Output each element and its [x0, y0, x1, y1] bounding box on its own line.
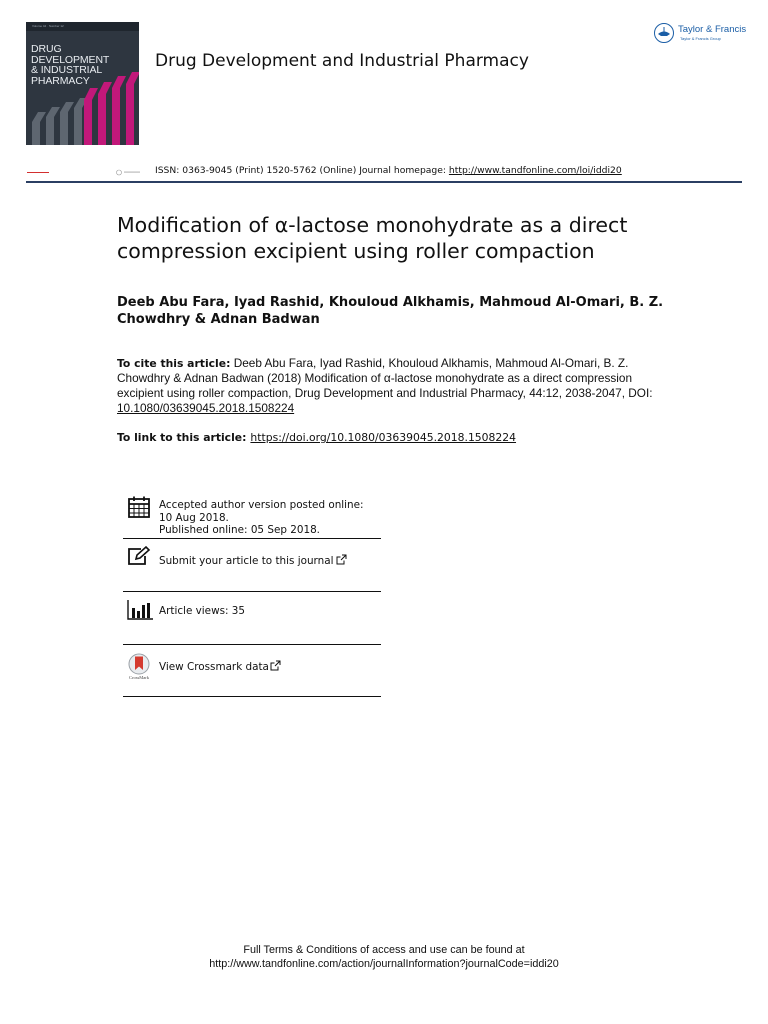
- citation-block: [117, 356, 662, 416]
- terms-footer: [0, 943, 768, 971]
- bar-chart-icon: [127, 599, 154, 621]
- accepted-date: Accepted author version posted online: 10 Aug 2018.: [159, 499, 364, 524]
- cover-title-line: & INDUSTRIAL: [31, 64, 103, 76]
- article-views: Article views: 35: [159, 605, 246, 617]
- header-divider: [26, 181, 742, 183]
- journal-cover-thumbnail: [26, 22, 139, 145]
- issn-line: [155, 165, 622, 176]
- published-date: Published online: 05 Sep 2018.: [159, 524, 320, 536]
- article-views-row: [123, 598, 381, 628]
- external-link-icon: [336, 554, 347, 565]
- info-divider: [123, 696, 381, 697]
- submit-article-label: Submit your article to this journal: [159, 555, 334, 567]
- publication-dates: [159, 499, 379, 537]
- cover-stripes-graphic: [26, 22, 139, 145]
- citation-text: Deeb Abu Fara, Iyad Rashid, Khouloud Alkhamis, Mahmoud Al-Omari, B. Z. Chowdhry & Adnan Badwan (2018) Modification of α-lactose monohydrate as a direct compression excipient using roller compaction, Drug Development and Industrial Pharmacy, 44:12, 2038-2047, DOI:: [117, 356, 653, 400]
- publication-dates-row: [123, 495, 381, 537]
- small-publisher-icon: [116, 169, 142, 176]
- crossmark-link[interactable]: [159, 660, 379, 674]
- issn-text: ISSN: 0363-9045 (Print) 1520-5762 (Online) Journal homepage:: [155, 165, 449, 176]
- publisher-name: Taylor & Francis: [678, 24, 747, 35]
- article-title: Modification of α-lactose monohydrate as a direct compression excipient using roller compaction: [117, 213, 628, 263]
- article-doi-link[interactable]: https://doi.org/10.1080/03639045.2018.1508224: [250, 431, 517, 444]
- taylor-francis-logo-icon: [654, 23, 674, 43]
- crossmark-icon-caption: CrossMark: [129, 675, 149, 680]
- info-divider: [123, 591, 381, 592]
- article-link-label: To link to this article:: [117, 431, 247, 444]
- journal-title: Drug Development and Industrial Pharmacy: [155, 51, 529, 71]
- publisher-group: Taylor & Francis Group: [680, 36, 721, 41]
- calendar-icon: [127, 495, 151, 519]
- info-divider: [123, 644, 381, 645]
- crossmark-label: View Crossmark data: [159, 661, 269, 673]
- cover-top-text: Volume 44 · Number 12: [32, 24, 64, 28]
- crossmark-icon: [127, 653, 151, 680]
- cover-title-line: DRUG DEVELOPMENT: [31, 43, 110, 66]
- taylor-francis-logo[interactable]: [654, 22, 748, 46]
- edit-icon: [127, 546, 151, 566]
- submit-article-row[interactable]: [123, 546, 381, 576]
- terms-text: Full Terms & Conditions of access and use can be found at: [243, 944, 525, 956]
- citation-label: To cite this article:: [117, 357, 231, 370]
- article-authors: Deeb Abu Fara, Iyad Rashid, Khouloud Alkhamis, Mahmoud Al-Omari, B. Z. Chowdhry & Adnan Badwan: [117, 295, 664, 327]
- journal-homepage-link[interactable]: http://www.tandfonline.com/loi/iddi20: [448, 165, 622, 176]
- crossmark-row[interactable]: [123, 653, 381, 685]
- terms-url[interactable]: http://www.tandfonline.com/action/journalInformation?journalCode=iddi20: [209, 958, 559, 970]
- citation-doi-link[interactable]: 10.1080/03639045.2018.1508224: [117, 401, 295, 415]
- cover-title-line: PHARMACY: [31, 74, 90, 87]
- info-divider: [123, 538, 381, 539]
- external-link-icon: [270, 660, 281, 671]
- submit-article-link[interactable]: [159, 554, 379, 568]
- red-marker-line: [27, 172, 49, 173]
- article-link-line: [117, 431, 516, 444]
